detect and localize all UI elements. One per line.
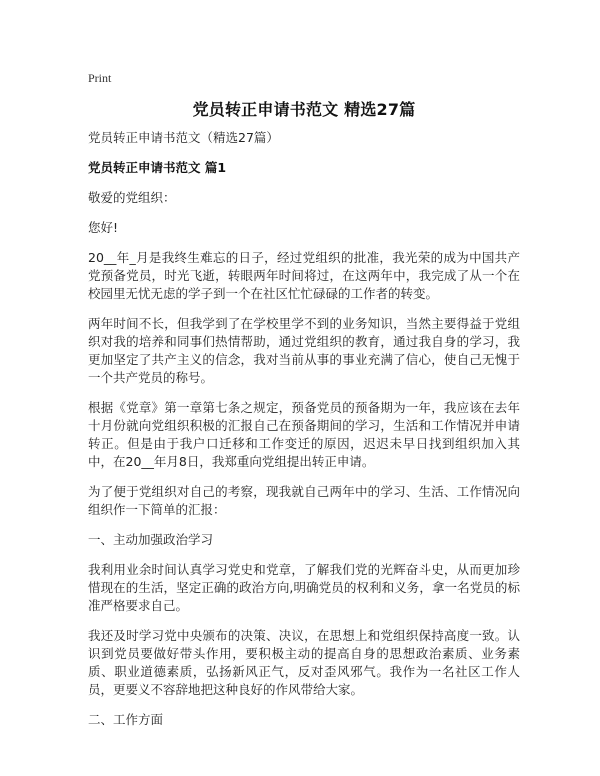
paragraph-4: 为了便于党组织对自己的考察，现我就自己两年中的学习、生活、工作情况向组织作一下简单的汇报： xyxy=(88,484,520,517)
greeting: 您好! xyxy=(88,220,119,235)
print-label: Print xyxy=(88,71,112,85)
salutation: 敬爱的党组织： xyxy=(88,190,176,205)
section-heading: 党员转正申请书范文 篇1 xyxy=(88,160,227,175)
subheading-work: 二、工作方面 xyxy=(88,712,164,727)
paragraph-3: 根据《党章》第一章第七条之规定，预备党员的预备期为一年，我应该在去年十月份就向党组织积极的汇报自己在预备期间的学习，生活和工作情况并申请转正。但是由于我户口迁移和工作变迁的原因，迟迟未早日找到组织加入其中，在20__年月8日，我郑重向党组提出转正申请。 xyxy=(88,400,520,469)
document-body xyxy=(88,129,520,741)
document-subtitle: 党员转正申请书范文（精选27篇） xyxy=(88,130,279,145)
subheading-political-study: 一、主动加强政治学习 xyxy=(88,532,214,547)
paragraph-5: 我利用业余时间认真学习党史和党章，了解我们党的光辉奋斗史，从而更加珍惜现在的生活，坚定正确的政治方向,明确党员的权利和义务，拿一名党员的标准严格要求自己。 xyxy=(88,562,520,613)
paragraph-6: 我还及时学习党中央颁布的决策、决议，在思想上和党组织保持高度一致。认识到党员要做好带头作用，要积极主动的提高自身的思想政治素质、业务素质、职业道德素质，弘扬新风正气，反对歪风邪气。我作为一名社区工作人员，更要义不容辞地把这种良好的作风带给大家。 xyxy=(88,628,520,697)
paragraph-1: 20__年_月是我终生难忘的日子，经过党组织的批准，我光荣的成为中国共产党预备党员，时光飞逝，转眼两年时间将过，在这两年中，我完成了从一个在校园里无忧无虑的学子到一个在社区忙忙碌碌的工作者的转变。 xyxy=(88,250,520,301)
page-title: 党员转正申请书范文 精选27篇 xyxy=(192,100,416,119)
paragraph-2: 两年时间不长，但我学到了在学校里学不到的业务知识，当然主要得益于党组织对我的培养和同事们热情帮助，通过党组织的教育，通过我自身的学习，我更加坚定了共产主义的信念，我对当前从事的事业充满了信心，使自己无愧于一个共产党员的称号。 xyxy=(88,316,520,385)
